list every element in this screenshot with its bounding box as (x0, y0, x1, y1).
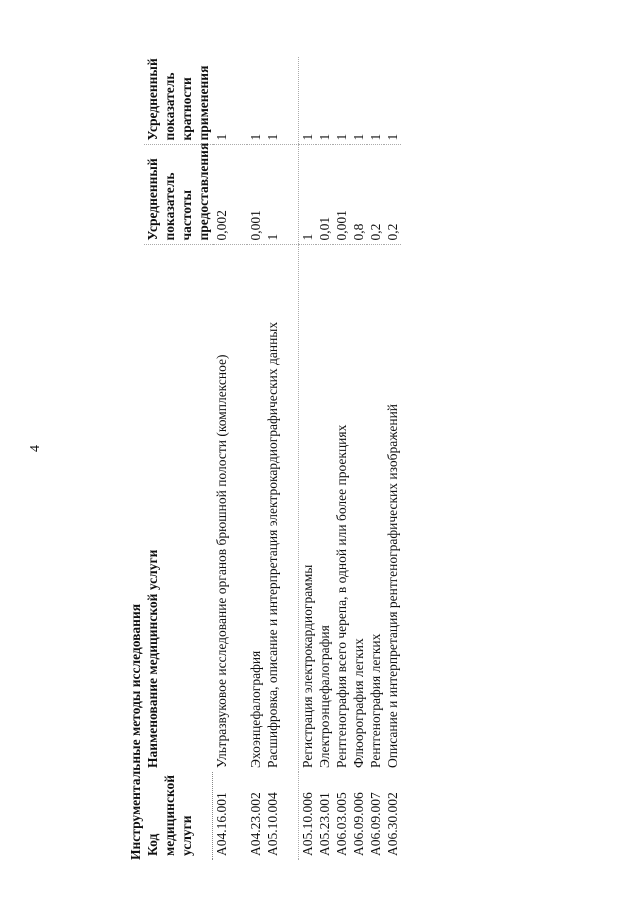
table-row (333, 57, 350, 860)
cell-name: Электроэнцефалография (317, 625, 332, 768)
cell-code: A05.10.006 (299, 772, 317, 860)
cell-frequency: 0,8 (350, 145, 367, 245)
cell-frequency: 0,001 (333, 145, 350, 245)
cell-name: Регистрация электрокардиограммы (299, 245, 317, 772)
table-row (384, 57, 401, 860)
table-row (350, 57, 367, 860)
document-content (127, 57, 401, 860)
cell-frequency: 1 (299, 145, 317, 245)
table-row (299, 57, 317, 860)
cell-name: Описание и интерпретация рентгенографических изображений (385, 403, 400, 768)
cell-code: A05.10.004 (265, 792, 280, 856)
cell-multiplicity: 1 (350, 57, 367, 145)
header-frequency: Усредненный показатель частоты предоставления (144, 145, 213, 245)
cell-multiplicity: 1 (264, 57, 299, 145)
cell-code: A04.23.002 (248, 792, 263, 856)
services-table (144, 57, 401, 860)
cell-name: Эхоэнцефалография (248, 650, 263, 768)
cell-name: Ультразвуковое исследование органов брюшной полости (комплексное) (213, 354, 229, 768)
cell-name: Рентгенография легких (368, 633, 383, 768)
cell-frequency: 0,001 (247, 145, 264, 245)
cell-name: Рентгенография всего черепа, в одной или более проекциях (334, 424, 349, 768)
header-multiplicity: Усредненный показатель кратности применения (144, 57, 213, 145)
cell-frequency: 1 (264, 145, 299, 245)
cell-multiplicity: 1 (299, 57, 317, 145)
table-row (247, 57, 264, 860)
cell-frequency: 0,01 (316, 145, 333, 245)
cell-code: A05.23.001 (317, 792, 332, 856)
cell-code: A06.03.005 (334, 792, 349, 856)
header-code: Код медицинской услуги (144, 772, 213, 860)
section-title: Инструментальные методы исследования (128, 603, 143, 860)
cell-frequency: 0,2 (384, 145, 401, 245)
cell-multiplicity: 1 (247, 57, 264, 145)
table-row (264, 57, 299, 860)
table-row (213, 57, 248, 860)
cell-multiplicity: 1 (384, 57, 401, 145)
cell-multiplicity: 1 (213, 57, 248, 145)
cell-code: A06.30.002 (385, 792, 400, 856)
table-header-row (144, 57, 213, 860)
cell-code: A04.16.001 (214, 792, 229, 856)
cell-code: A06.09.006 (351, 792, 366, 856)
page-number: 4 (28, 445, 43, 452)
cell-frequency: 0,002 (213, 145, 248, 245)
table-row (367, 57, 384, 860)
cell-frequency: 0,2 (367, 145, 384, 245)
cell-multiplicity: 1 (333, 57, 350, 145)
cell-name: Расшифровка, описание и интерпретация электрокардиографических данных (265, 321, 280, 768)
header-name: Наименование медицинской услуги (145, 549, 160, 768)
cell-multiplicity: 1 (316, 57, 333, 145)
cell-multiplicity: 1 (367, 57, 384, 145)
table-row (316, 57, 333, 860)
cell-code: A06.09.007 (368, 792, 383, 856)
cell-name: Флюорография легких (351, 638, 366, 768)
